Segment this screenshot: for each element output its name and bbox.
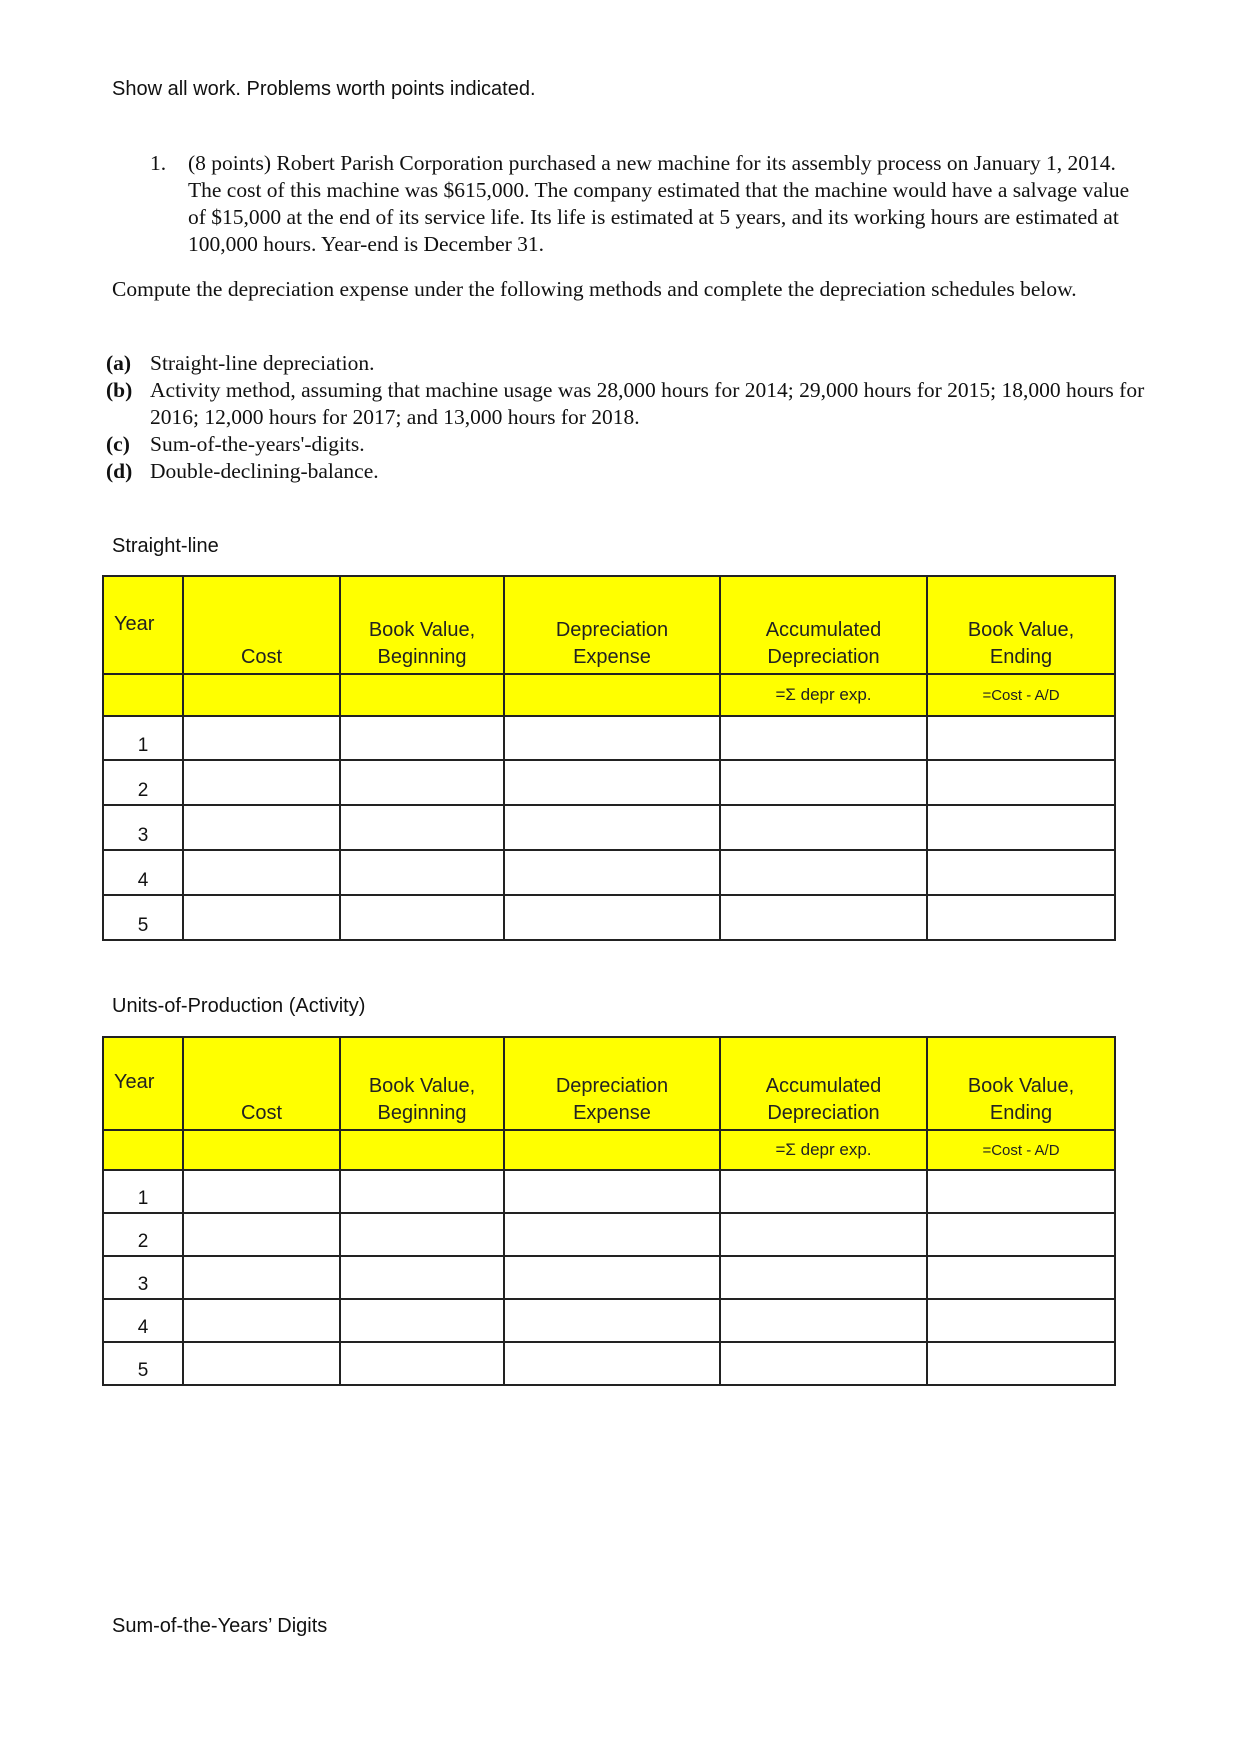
col-cost: Cost — [183, 1037, 340, 1130]
col-label: Book Value, — [368, 619, 476, 641]
compute-instructions: Compute the depreciation expense under the following methods and complete the depreciation schedules below. — [112, 277, 1077, 301]
section-title-units-of-production: Units-of-Production (Activity) — [112, 995, 366, 1017]
table-row — [103, 805, 1115, 850]
year-cell: 2 — [103, 760, 183, 805]
part-label: (a) — [106, 351, 132, 375]
table-row — [103, 1342, 1115, 1385]
col-depreciation-expense — [504, 576, 720, 674]
table-row — [103, 1256, 1115, 1299]
part-label: (b) — [106, 378, 133, 402]
section-title-sum-of-years-digits: Sum-of-the-Years’ Digits — [112, 1615, 328, 1637]
year-cell: 4 — [103, 1299, 183, 1342]
col-label: Beginning — [377, 1102, 467, 1124]
year-cell: 5 — [103, 895, 183, 940]
year-cell: 3 — [103, 1256, 183, 1299]
instructions-header: Show all work. Problems worth points indicated. — [112, 78, 536, 100]
part-text: Straight-line depreciation. — [150, 351, 375, 375]
table-row — [103, 760, 1115, 805]
formula-accumulated: =Σ depr exp. — [720, 674, 927, 716]
part-label: (d) — [106, 459, 133, 483]
col-depreciation-expense — [504, 1037, 720, 1130]
col-cost: Cost — [183, 576, 340, 674]
part-text: Sum-of-the-years'-digits. — [150, 432, 365, 456]
col-label: Expense — [573, 1102, 651, 1124]
part-text: Double-declining-balance. — [150, 459, 379, 483]
col-bv-beginning — [340, 576, 504, 674]
table-row — [103, 1213, 1115, 1256]
year-cell: 2 — [103, 1213, 183, 1256]
units-of-production-table — [102, 1036, 1116, 1386]
col-label: Depreciation — [555, 1075, 669, 1097]
col-accumulated-depreciation — [720, 576, 927, 674]
col-bv-beginning — [340, 1037, 504, 1130]
col-bv-ending — [927, 1037, 1115, 1130]
col-label: Ending — [989, 646, 1053, 668]
table-row — [103, 1170, 1115, 1213]
col-label: Depreciation — [767, 1102, 880, 1124]
straight-line-table — [102, 575, 1116, 941]
part-d — [106, 458, 1146, 485]
formula-row — [103, 674, 1115, 716]
formula-accumulated: =Σ depr exp. — [720, 1130, 927, 1170]
formula-bv-ending: =Cost - A/D — [927, 1130, 1115, 1170]
col-accumulated-depreciation — [720, 1037, 927, 1130]
part-text: Activity method, assuming that machine usage was 28,000 hours for 2014; 29,000 hours for 2015; 18,000 hours for 2016; 12,000 hours for 2017; and 13,000 hours for 2018. — [150, 378, 1145, 429]
year-cell: 1 — [103, 1170, 183, 1213]
col-label: Depreciation — [767, 646, 880, 668]
part-c — [106, 431, 1146, 458]
table-row — [103, 895, 1115, 940]
col-label: Accumulated — [765, 619, 882, 641]
col-label: Book Value, — [368, 1075, 476, 1097]
table-header-row — [103, 576, 1115, 674]
problem-text: (8 points) Robert Parish Corporation purchased a new machine for its assembly process on January 1, 2014. The cost of this machine was $615,000. The company estimated that the machine would have a salvage value of $15,000 at the end of its service life. Its life is estimated at 5 years, and its working hours are estimated at 100,000 hours. Year-end is December 31. — [188, 151, 1130, 256]
table-row — [103, 716, 1115, 760]
col-label: Accumulated — [765, 1075, 882, 1097]
table-header-row — [103, 1037, 1115, 1130]
col-bv-ending — [927, 576, 1115, 674]
col-label: Expense — [573, 646, 651, 668]
col-label: Beginning — [377, 646, 467, 668]
part-b — [106, 377, 1146, 431]
year-cell: 5 — [103, 1342, 183, 1385]
formula-row — [103, 1130, 1115, 1170]
problem-number: 1. — [150, 151, 167, 175]
part-label: (c) — [106, 432, 130, 456]
col-label: Ending — [989, 1102, 1053, 1124]
col-label: Depreciation — [555, 619, 669, 641]
col-label: Book Value, — [967, 1075, 1075, 1097]
table-row — [103, 1299, 1115, 1342]
year-cell: 1 — [103, 716, 183, 760]
table-row — [103, 850, 1115, 895]
col-year: Year — [103, 1037, 183, 1130]
section-title-straight-line: Straight-line — [112, 535, 219, 557]
col-label: Book Value, — [967, 619, 1075, 641]
part-a — [106, 350, 1146, 377]
col-year: Year — [103, 576, 183, 674]
year-cell: 3 — [103, 805, 183, 850]
parts-list — [106, 350, 1146, 485]
year-cell: 4 — [103, 850, 183, 895]
formula-bv-ending: =Cost - A/D — [927, 674, 1115, 716]
